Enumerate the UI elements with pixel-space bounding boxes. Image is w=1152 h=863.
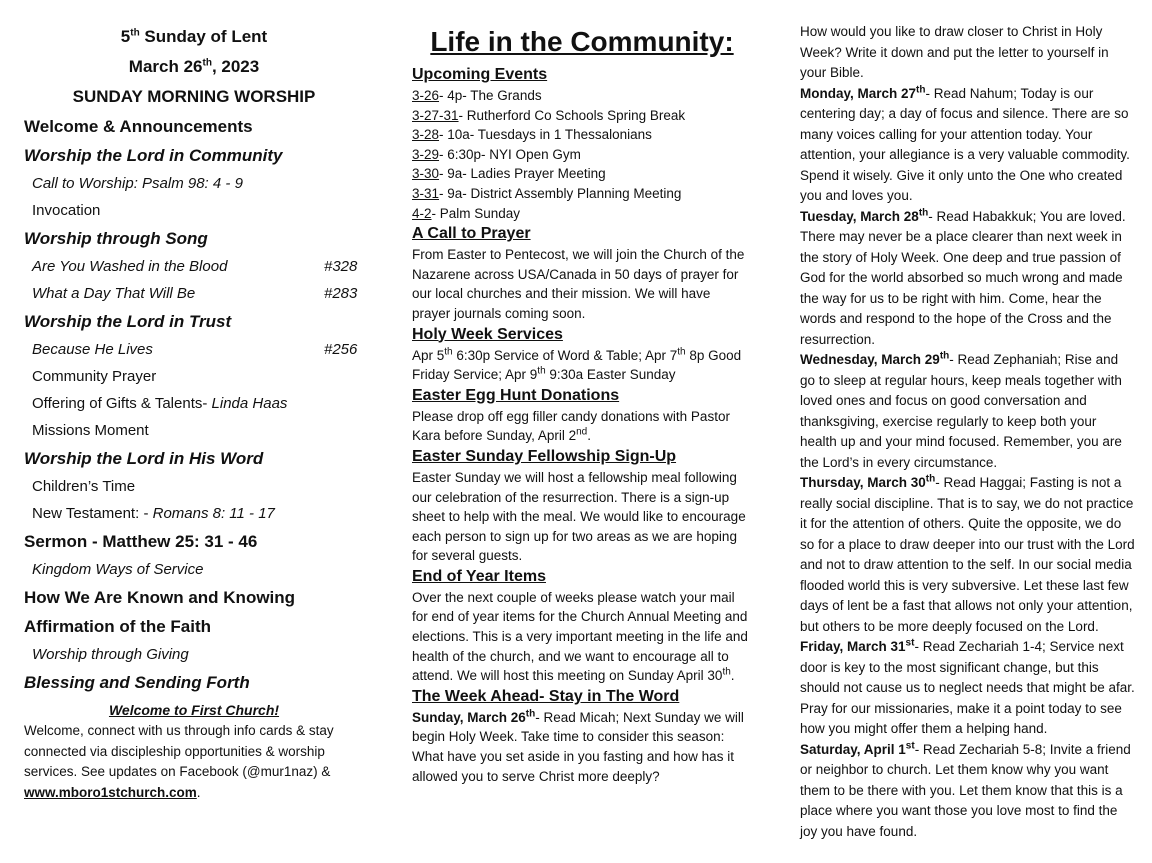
hymn-row: Are You Washed in the Blood #328 (32, 258, 358, 275)
egg-hunt-text: Please drop off egg filler candy donations with Pastor Kara before Sunday, April 2nd. (412, 408, 730, 444)
affirmation-heading: Affirmation of the Faith (24, 617, 211, 636)
community-prayer: Community Prayer (32, 368, 157, 385)
egg-hunt-heading: Easter Egg Hunt Donations (412, 386, 620, 404)
fellowship-text: Easter Sunday we will host a fellowship meal following our celebration of the resurrection. There is a sign-up sheet to help with the meal. We would like to encourage each person to sign up for two areas as we are hoping for several guests. (412, 469, 746, 564)
end-of-year-text: Over the next couple of weeks please watch your mail for end of year items for the Church Annual Meeting and elections. This is a very important meeting in the life and health of the church, and we want to encourage all to attend. We will host this meeting on Sunday April 30th. (412, 589, 748, 684)
week-ahead-heading: The Week Ahead- Stay in The Word (412, 687, 680, 705)
word-heading: Worship the Lord in His Word (24, 449, 264, 468)
list-item: 4-2- Palm Sunday (412, 205, 521, 221)
blessing-heading: Blessing and Sending Forth (24, 673, 250, 692)
day-reading: Monday, March 27th- Read Nahum; Today is our centering day; a day of focus and silence. There are so many voices calling for your attention today. Your attention, your allegiance is a very valuable commodity. Spend it wisely. Give it only unto the One who created you and loves you. (800, 84, 1130, 203)
hymn-row: What a Day That Will Be #283 (32, 285, 358, 302)
sermon-heading: Sermon - Matthew 25: 31 - 46 (24, 532, 258, 551)
list-item: 3-29- 6:30p- NYI Open Gym (412, 146, 581, 162)
known-heading: How We Are Known and Knowing (24, 588, 296, 607)
call-to-prayer-text: From Easter to Pentecost, we will join the Church of the Nazarene across USA/Canada in 50 days of prayer for our local churches and their mission. We will have prayer journals coming soon. (412, 247, 745, 321)
service-title: SUNDAY MORNING WORSHIP (72, 87, 316, 106)
list-item: 3-26- 4p- The Grands (412, 88, 542, 103)
offering: Offering of Gifts & Talents- Linda Haas (32, 395, 288, 412)
welcome-announcements-heading: Welcome & Announcements (24, 117, 253, 136)
lent-sunday-heading: 5th Sunday of Lent (120, 27, 268, 46)
day-reading: Wednesday, March 29th- Read Zephaniah; Rise and go to sleep at regular hours, keep meals together with loved ones and focus on good conversation and thanksgiving, exercise regularly to keep both your health up and your mind focused. Remember, you are the Lord’s in every circumstance. (800, 350, 1122, 470)
community-heading: Worship the Lord in Community (24, 146, 283, 165)
call-to-prayer-heading: A Call to Prayer (412, 225, 531, 243)
list-item: 3-27-31- Rutherford Co Schools Spring Break (412, 107, 686, 123)
sermon-subtitle: Kingdom Ways of Service (32, 561, 204, 578)
giving-item: Worship through Giving (32, 646, 189, 663)
community-column (412, 0, 752, 786)
day-reading: Thursday, March 30th- Read Haggai; Fasting is not a really social discipline. That is to say, we do not practice it for the attention of others. Quite the opposite, we do so for a place to draw deeper into our trust with the Lord and not to draw attention to the self. In our social media flooded world this is very subversive. Let these last few days of lent be a fast that allows not only your attention, but others to be more deeply focused on the Lord. (800, 473, 1135, 634)
holy-week-heading: Holy Week Services (412, 325, 563, 343)
events-list (412, 86, 752, 223)
welcome-text: Welcome, connect with us through info cards & stay connected via discipleship opportunities & worship services. See updates on Facebook (@mur1naz) & www.mboro1stchurch.com. (24, 723, 334, 800)
missions-moment: Missions Moment (32, 422, 149, 439)
day-reading: Saturday, April 1st- Read Zechariah 5-8; Invite a friend or neighbor to church. Let them know why you want them to be there with you. Let them know that this is a place where you want those you love most to find the joy you have found. (800, 740, 1131, 839)
day-reading: Tuesday, March 28th- Read Habakkuk; You are loved. There may never be a place clearer than next week in the story of Holy Week. One deep and true passion of God for the world absorbed so much wrong and made the way for us to be right with him. Come, hear the words and respond to the hope of the Cross and the resurrection. (800, 207, 1126, 347)
hymn-row: Because He Lives #256 (32, 341, 358, 358)
order-of-worship-column (24, 0, 364, 803)
new-testament-reading: New Testament: - Romans 8: 11 - 17 (32, 505, 275, 522)
song-heading: Worship through Song (24, 229, 208, 248)
devotional-column (800, 0, 1136, 842)
childrens-time: Children’s Time (32, 478, 136, 495)
call-to-worship: Call to Worship: Psalm 98: 4 - 9 (32, 175, 243, 192)
upcoming-events-heading: Upcoming Events (412, 66, 548, 83)
community-title: Life in the Community: (430, 26, 734, 57)
list-item: 3-30- 9a- Ladies Prayer Meeting (412, 166, 606, 182)
list-item: 3-31- 9a- District Assembly Planning Meeting (412, 185, 682, 201)
devotional-intro: How would you like to draw closer to Christ in Holy Week? Write it down and put the letter to yourself in your Bible. (800, 24, 1109, 80)
holy-week-text: Apr 5th 6:30p Service of Word & Table; Apr 7th 8p Good Friday Service; Apr 9th 9:30a Easter Sunday (412, 346, 742, 383)
end-of-year-heading: End of Year Items (412, 567, 546, 585)
fellowship-heading: Easter Sunday Fellowship Sign-Up (412, 447, 677, 465)
website-link[interactable]: www.mboro1stchurch.com (24, 784, 197, 800)
sunday-reading: Sunday, March 26th- Read Micah; Next Sunday we will begin Holy Week. Take time to consider this season: What have you set aside in you fasting and how has it allowed you to serve Christ more deeply? (412, 708, 744, 784)
service-date: March 26th, 2023 (128, 57, 260, 76)
list-item: 3-28- 10a- Tuesdays in 1 Thessalonians (412, 127, 652, 143)
day-reading: Friday, March 31st- Read Zechariah 1-4; Service next door is key to the most significant change, but this should not cause us to neglect needs that might be afar. Pray for our missionaries, make it a point today to see how you might offer them a helping hand. (800, 637, 1135, 736)
trust-heading: Worship the Lord in Trust (24, 312, 232, 331)
invocation: Invocation (32, 202, 101, 219)
welcome-title: Welcome to First Church! (108, 702, 280, 718)
